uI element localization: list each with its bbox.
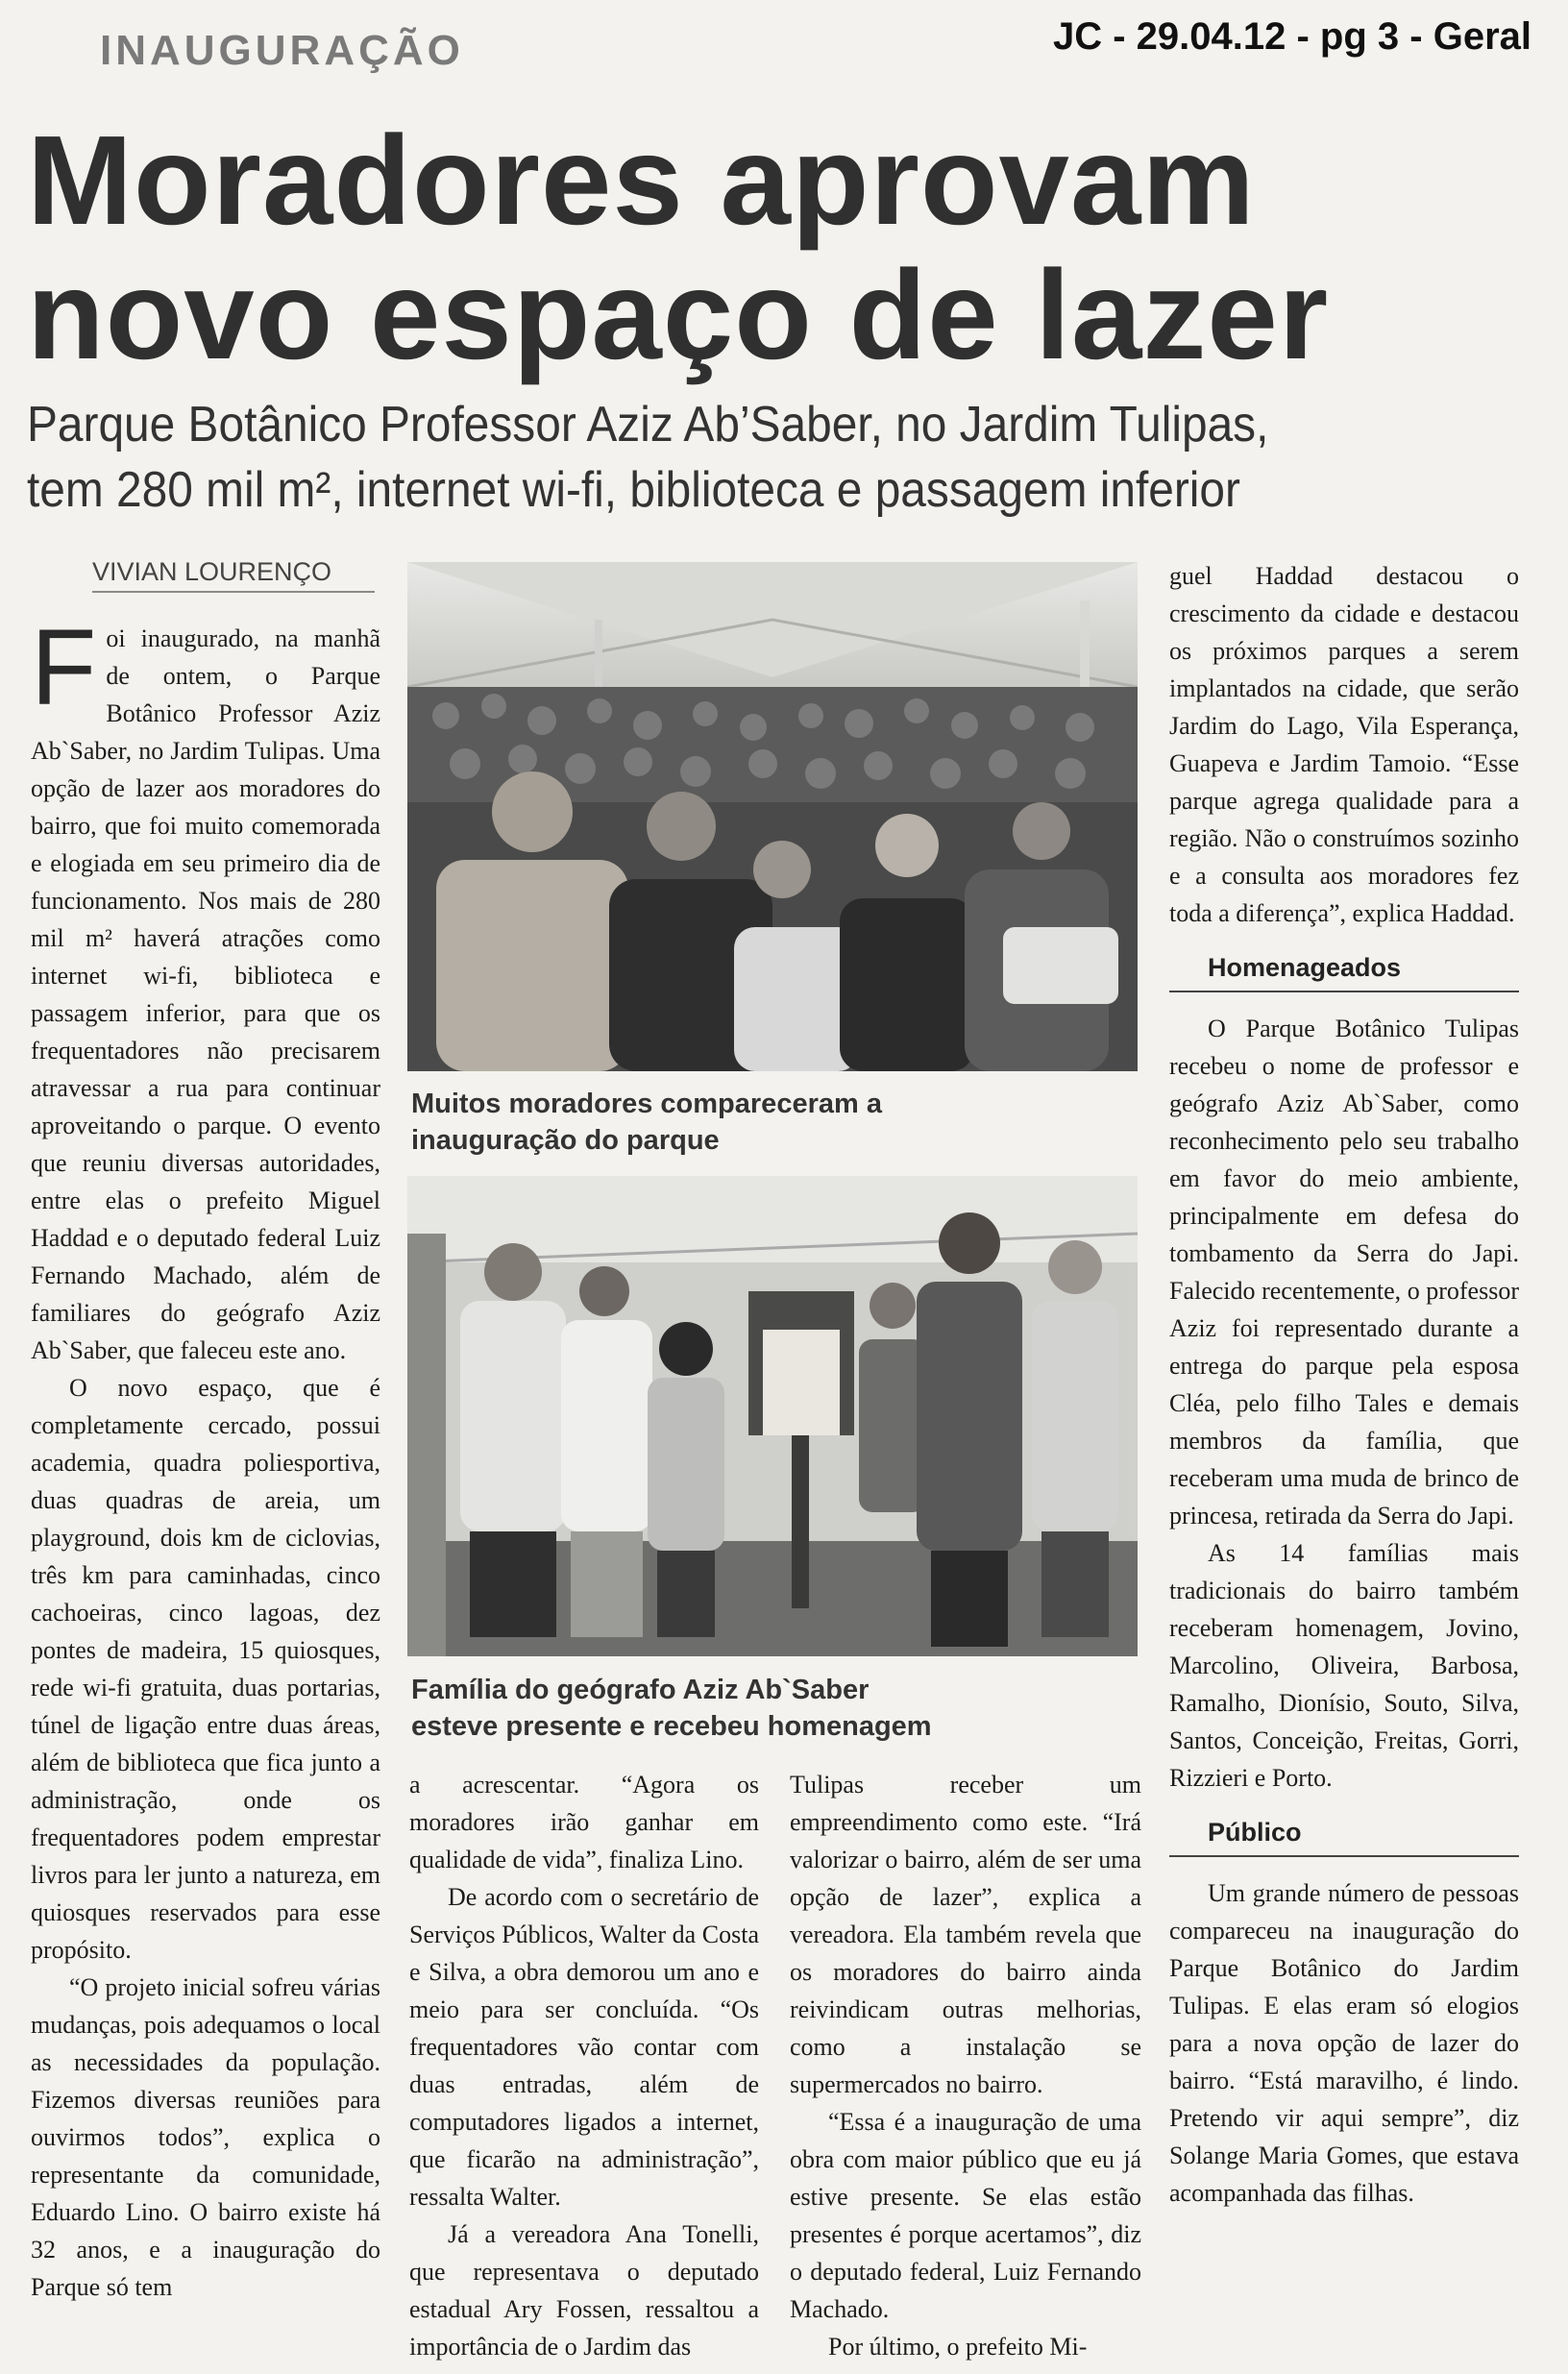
article-column-1	[31, 607, 380, 2306]
article-column-2	[409, 1766, 759, 2365]
byline: VIVIAN LOURENÇO	[92, 557, 375, 593]
crowd-photo-image	[407, 562, 1138, 1071]
subtitle-publico: Público	[1169, 1808, 1519, 1857]
article-paragraph: O novo espaço, que é completamente cercado, possui academia, quadra poliesportiva, duas quadras de areia, um playground, dois km de ciclovias, três km para caminhadas, cinco cachoeiras, cinco lagoas, dez pontes de madeira, 15 quiosques, rede wi-fi gratuita, duas portarias, túnel de ligação entre duas áreas, além de biblioteca que fica junto a administração, onde os frequentadores podem emprestar livros para ler junto a natureza, em quiosques reservados para esse propósito.	[31, 1374, 380, 1964]
subtitle-homenageados: Homenageados	[1169, 943, 1519, 992]
photo-caption-2: Família do geógrafo Aziz Ab`Saber esteve presente e recebeu homenagem	[411, 1675, 932, 1742]
section-label: INAUGURAÇÃO	[100, 27, 464, 74]
headline-line-1: Moradores aprovam	[27, 110, 1256, 251]
publication-reference: JC - 29.04.12 - pg 3 - Geral	[1053, 15, 1531, 58]
article-paragraph: Um grande número de pessoas compareceu na inauguração do Parque Botânico do Jardim Tulipas. E elas eram só elogios para a nova opção de lazer do bairro. “Está maravilho, é lindo. Pretendo vir aqui sempre”, diz Solange Maria Gomes, que estava acompanhada das filhas.	[1169, 1879, 1519, 2207]
article-paragraph: As 14 famílias mais tradicionais do bairro também receberam homenagem, Jovino, Marcolino, Oliveira, Barbosa, Ramalho, Dionísio, Souto, Silva, Santos, Conceição, Freitas, Gorri, Rizzieri e Porto.	[1169, 1539, 1519, 1792]
article-paragraph: Já a vereadora Ana Tonelli, que representava o deputado estadual Ary Fossen, ressaltou a importância de o Jardim das	[409, 2220, 759, 2361]
article-paragraph: Por último, o prefeito Mi-	[828, 2333, 1088, 2361]
article-column-3	[790, 1766, 1141, 2365]
subheadline-line-1: Parque Botânico Professor Aziz Ab’Saber, no Jardim Tulipas,	[27, 397, 1269, 453]
headline-line-2: novo espaço de lazer	[27, 244, 1330, 385]
photo-crowd-under-tent	[407, 562, 1138, 1071]
article-paragraph: guel Haddad destacou o crescimento da cidade e destacou os próximos parques a serem implantados na cidade, que serão Jardim do Lago, Vila Esperança, Guapeva e Jardim Tamoio. “Esse parque agrega qualidade para a região. Não o construímos sozinho e a consulta aos moradores fez toda a diferença”, explica Haddad.	[1169, 562, 1519, 927]
subheadline	[27, 392, 1406, 523]
article-paragraph: De acordo com o secretário de Serviços Públicos, Walter da Costa e Silva, a obra demorou um ano e meio para ser concluída. “Os frequentadores vão contar com duas entradas, além de computadores ligados a internet, que ficarão na administração”, ressalta Walter.	[409, 1883, 759, 2211]
article-paragraph: O Parque Botânico Tulipas recebeu o nome de professor e geógrafo Aziz Ab`Saber, como reconhecimento pelo seu trabalho em favor do meio ambiente, principalmente em defesa do tombamento da Serra do Japi. Falecido recentemente, o professor Aziz foi representado durante a entrega do parque pela esposa Cléa, pelo filho Tales e demais membros da família, que receberam uma muda de brinco de princesa, retirada da Serra do Japi.	[1169, 1015, 1519, 1530]
ceremony-photo-image	[407, 1176, 1138, 1656]
article-paragraph: Foi inaugurado, na manhã de ontem, o Parque Botânico Professor Aziz Ab`Saber, no Jardim Tulipas. Uma opção de lazer aos moradores do bairro, que foi muito comemorada e elogiada em seu primeiro dia de funcionamento. Nos mais de 280 mil m² haverá atrações como internet wi-fi, biblioteca e passagem inferior, para que os frequentadores não precisarem atravessar a rua para continuar aproveitando o parque. O evento que reuniu diversas autoridades, entre elas o prefeito Miguel Haddad e o deputado federal Luiz Fernando Machado, além de familiares do geógrafo Aziz Ab`Saber, que faleceu este ano.	[31, 607, 380, 1364]
article-paragraph: “Essa é a inauguração de uma obra com maior público que eu já estive presente. Se elas estão presentes é porque acertamos”, diz o deputado federal, Luiz Fernando Machado.	[790, 2108, 1141, 2323]
article-paragraph: “O projeto inicial sofreu várias mudanças, pois adequamos o local as necessidades da população. Fizemos diversas reuniões para ouvirmos todos”, explica o representante da comunidade, Eduardo Lino. O bairro existe há 32 anos, e a inauguração do Parque só tem	[31, 1973, 380, 2301]
photo-caption-1: Muitos moradores compareceram a inauguração do parque	[411, 1089, 882, 1156]
subheadline-line-2: tem 280 mil m², internet wi-fi, biblioteca e passagem inferior	[27, 462, 1240, 518]
headline	[27, 110, 1526, 385]
photo-family-ceremony	[407, 1176, 1138, 1656]
article-column-4	[1169, 557, 1519, 2212]
article-paragraph: a acrescentar. “Agora os moradores irão ganhar em qualidade de vida”, finaliza Lino.	[409, 1771, 759, 1873]
drop-cap: F	[31, 607, 97, 727]
article-paragraph: Tulipas receber um empreendimento como este. “Irá valorizar o bairro, além de ser uma opção de lazer”, explica a vereadora. Ela também revela que os moradores do bairro ainda reivindicam outras melhorias, como a instalação se supermercados no bairro.	[790, 1771, 1141, 2098]
